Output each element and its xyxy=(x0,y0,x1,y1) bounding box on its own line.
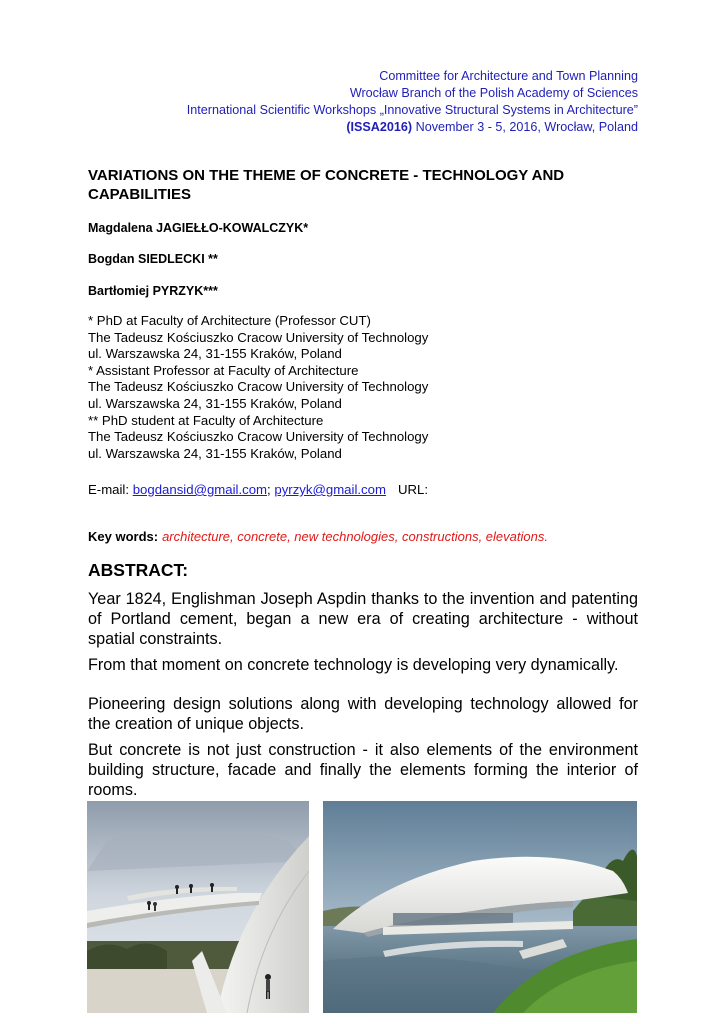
abstract-paragraph-2a: From that moment on concrete technology is developing very dynamically. xyxy=(88,656,619,674)
author-2: Bogdan SIEDLECKI ** xyxy=(88,252,218,266)
email-separator: ; xyxy=(267,482,275,497)
affiliation-line: The Tadeusz Kościuszko Cracow University of Technology xyxy=(88,379,429,395)
affiliation-line: ** PhD student at Faculty of Architecture xyxy=(88,412,324,428)
email-link-bogdansid[interactable]: bogdansid@gmail.com xyxy=(132,482,268,497)
header-dates xyxy=(187,119,638,136)
abstract-heading: ABSTRACT: xyxy=(88,560,189,580)
photo-concrete-ramp xyxy=(87,801,309,1013)
header-date-place: November 3 - 5, 2016, Wrocław, Poland xyxy=(412,120,638,134)
affiliations xyxy=(88,313,428,462)
affiliation-line: * Assistant Professor at Faculty of Architecture xyxy=(88,362,359,378)
conference-header xyxy=(187,68,638,136)
header-branch: Wrocław Branch of the Polish Academy of Sciences xyxy=(349,86,638,100)
keywords-label: Key words: xyxy=(88,529,159,544)
affiliation-line: The Tadeusz Kościuszko Cracow University of Technology xyxy=(88,329,429,345)
header-workshops: International Scientific Workshops „Innovative Structural Systems in Architecture” xyxy=(186,103,638,117)
author-3: Bartłomiej PYRZYK*** xyxy=(88,284,218,298)
affiliation-line: ul. Warszawska 24, 31-155 Kraków, Poland xyxy=(88,445,342,461)
affiliation-line: ul. Warszawska 24, 31-155 Kraków, Poland xyxy=(88,395,342,411)
abstract-paragraph-3: But concrete is not just construction - it also elements of the environment building structure, facade and finally the elements forming the interior of rooms. xyxy=(88,741,638,799)
keywords xyxy=(88,529,548,544)
affiliation-line: * PhD at Faculty of Architecture (Professor CUT) xyxy=(88,313,371,328)
email-line xyxy=(88,482,428,497)
affiliation-line: The Tadeusz Kościuszko Cracow University of Technology xyxy=(88,429,429,445)
paper-title: VARIATIONS ON THE THEME OF CONCRETE - TECHNOLOGY AND CAPABILITIES xyxy=(88,167,565,203)
keywords-text: architecture, concrete, new technologies, constructions, elevations. xyxy=(162,529,548,544)
header-issa: (ISSA2016) xyxy=(346,120,413,134)
abstract-paragraph-1: Year 1824, Englishman Joseph Aspdin thanks to the invention and patenting of Portland cement, began a new era of creating architecture - without spatial constraints. xyxy=(88,590,638,648)
affiliation-line: ul. Warszawska 24, 31-155 Kraków, Poland xyxy=(88,346,342,362)
photo-concrete-pavilion xyxy=(323,801,637,1013)
email-label: E-mail: xyxy=(88,482,133,497)
abstract-paragraph-2b: Pioneering design solutions along with developing technology allowed for the creation of unique objects. xyxy=(88,695,638,733)
email-link-pyrzyk[interactable]: pyrzyk@gmail.com xyxy=(274,482,386,497)
url-label: URL: xyxy=(397,482,429,497)
header-committee: Committee for Architecture and Town Planning xyxy=(379,69,638,83)
author-1: Magdalena JAGIEŁŁO-KOWALCZYK* xyxy=(88,221,309,235)
